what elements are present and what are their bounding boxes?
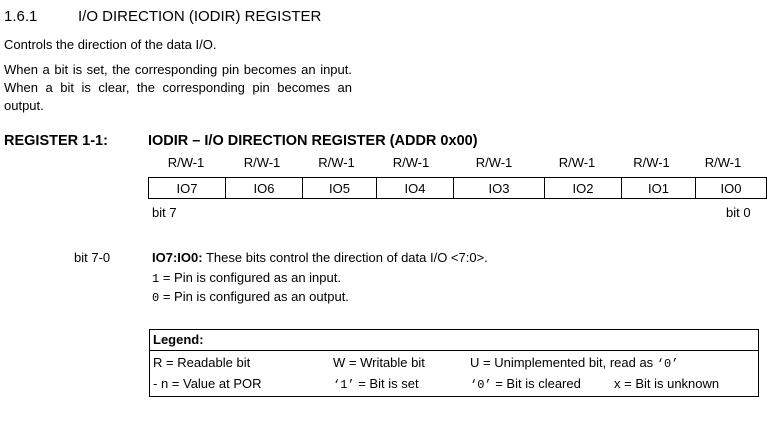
value-0-line: [152, 289, 349, 305]
legend-readable: R = Readable bit: [153, 355, 251, 370]
legend-unimplemented: [470, 355, 678, 371]
bit-cell-io7: IO7: [149, 178, 226, 199]
register-title: IODIR – I/O DIRECTION REGISTER (ADDR 0x00): [148, 133, 478, 149]
legend-box: [149, 329, 759, 397]
access-bit7: R/W-1: [167, 155, 205, 170]
bit-description: [152, 250, 488, 265]
value-0-text: = Pin is configured as an output.: [162, 289, 349, 304]
value-1-text: = Pin is configured as an input.: [162, 270, 341, 285]
register-bits-table: [148, 177, 767, 199]
section-number: 1.6.1: [4, 8, 38, 25]
legend-unimplemented-value: ‘0’: [656, 357, 679, 371]
legend-bit-cleared: [470, 376, 581, 392]
section-title: I/O DIRECTION (IODIR) REGISTER: [78, 8, 322, 25]
access-bit4: R/W-1: [392, 155, 430, 170]
direction-paragraph: When a bit is set, the corresponding pin becomes an input. When a bit is clear, the corresponding pin becomes an output.: [4, 62, 352, 113]
value-1-line: [152, 270, 341, 286]
legend-unimplemented-text: U = Unimplemented bit, read as: [470, 355, 657, 370]
legend-writable: W = Writable bit: [333, 355, 425, 370]
value-1-code: 1: [152, 272, 160, 286]
legend-set-text: = Bit is set: [354, 376, 419, 391]
access-bit0: R/W-1: [704, 155, 742, 170]
bit-field-text: These bits control the direction of data I/O <7:0>.: [205, 250, 488, 265]
access-bit1: R/W-1: [633, 155, 670, 170]
access-bit3: R/W-1: [475, 155, 513, 170]
value-0-code: 0: [152, 291, 160, 305]
legend-heading: Legend:: [153, 332, 204, 347]
lsb-label: bit 0: [726, 205, 751, 220]
bit-cell-io3: IO3: [454, 178, 545, 199]
legend-set-value: ‘1’: [333, 378, 355, 392]
bit-cell-io5: IO5: [303, 178, 377, 199]
legend-divider: [150, 350, 758, 351]
access-bit6: R/W-1: [243, 155, 281, 170]
bit-cell-io1: IO1: [622, 178, 696, 199]
legend-bit-unknown: x = Bit is unknown: [614, 376, 720, 391]
bit-field-name: IO7:IO0:: [152, 250, 203, 265]
legend-clear-value: ‘0’: [470, 378, 492, 392]
msb-label: bit 7: [152, 205, 177, 220]
bit-cell-io0: IO0: [696, 178, 767, 199]
legend-por: - n = Value at POR: [153, 376, 262, 391]
bit-range-label: bit 7-0: [74, 250, 111, 265]
bit-cell-io4: IO4: [377, 178, 454, 199]
legend-bit-set: [333, 376, 419, 392]
access-row: [148, 155, 758, 173]
intro-paragraph: Controls the direction of the data I/O.: [4, 37, 217, 52]
access-bit5: R/W-1: [318, 155, 355, 170]
bit-cell-io2: IO2: [545, 178, 622, 199]
legend-clear-text: = Bit is cleared: [491, 376, 581, 391]
register-label: REGISTER 1-1:: [4, 133, 108, 149]
bit-cell-io6: IO6: [226, 178, 303, 199]
access-bit2: R/W-1: [558, 155, 596, 170]
